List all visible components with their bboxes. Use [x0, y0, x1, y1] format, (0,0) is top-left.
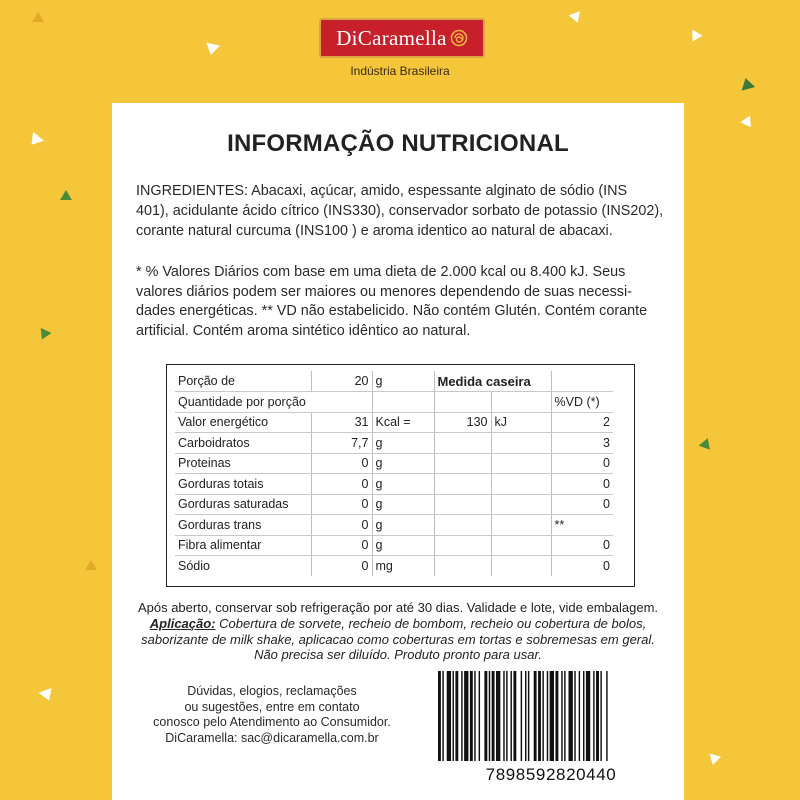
contact-email: DiCaramella: sac@dicaramella.com.br — [165, 730, 379, 745]
portion-value: 20 — [311, 371, 372, 392]
barcode-bar — [496, 671, 500, 761]
contact-line: Dúvidas, elogios, reclamações — [187, 684, 357, 698]
storage-instructions: Após aberto, conservar sob refrigeração por até 30 dias. Validade e lote, vide embalagem. — [137, 600, 659, 615]
decor-triangle — [32, 12, 44, 22]
nutrient-unit: g — [372, 474, 434, 495]
nutrient-value: 31 — [311, 412, 372, 433]
barcode-bar — [506, 671, 507, 761]
ingredients-line: 401), acidulante ácido cítrico (INS330), conservador sorbato de potassio (INS202), — [136, 203, 664, 219]
customer-service-contact — [132, 684, 412, 746]
application-label: Aplicação: — [149, 616, 216, 631]
table-row — [175, 494, 613, 515]
decor-triangle — [569, 11, 584, 25]
table-row — [175, 453, 613, 474]
nutrition-label-panel — [112, 103, 684, 800]
medida-caseira-header: Medida caseira — [434, 371, 551, 392]
nutrient-name: Gorduras trans — [175, 515, 311, 536]
nutrient-value: 0 — [311, 515, 372, 536]
nutrient-value: 7,7 — [311, 433, 372, 454]
nutrient-name: Valor energético — [175, 412, 311, 433]
barcode-bar — [569, 671, 573, 761]
table-row — [175, 371, 613, 392]
vd-header: %VD (*) — [551, 392, 613, 413]
table-row — [175, 433, 613, 454]
brand-subtitle: Indústria Brasileira — [350, 64, 450, 78]
barcode-bar — [525, 671, 526, 761]
footnote-line: artificial. Contém aroma sintético idêntico ao natural. — [136, 322, 471, 339]
nutrient-unit: g — [372, 433, 434, 454]
brand-logo — [319, 18, 485, 58]
nutrient-vd: 3 — [551, 433, 613, 454]
decor-triangle — [85, 560, 97, 570]
table-row — [175, 515, 613, 536]
barcode-bar — [538, 671, 541, 761]
nutrition-table — [166, 364, 635, 587]
barcode-bar — [528, 671, 529, 761]
nutrient-name: Proteinas — [175, 453, 311, 474]
barcode-bar — [574, 671, 575, 761]
nutrient-name: Gorduras saturadas — [175, 494, 311, 515]
barcode-bar — [606, 671, 607, 761]
footnote-line: dades energéticas. ** VD não estabelicido. Não contém Glutén. Contém corante — [136, 303, 648, 319]
barcode — [430, 665, 672, 793]
barcode-bar — [503, 671, 504, 761]
ingredients-text — [136, 181, 676, 241]
barcode-bar — [489, 671, 490, 761]
nutrient-name: Gorduras totais — [175, 474, 311, 495]
decor-triangle — [740, 115, 756, 130]
barcode-bar — [596, 671, 599, 761]
nutrient-name: Carboidratos — [175, 433, 311, 454]
barcode-bar — [583, 671, 584, 761]
nutrient-value: 0 — [311, 453, 372, 474]
barcode-bar — [455, 671, 458, 761]
decor-triangle — [26, 132, 44, 149]
table-row — [175, 474, 613, 495]
barcode-bar — [479, 671, 480, 761]
nutrient-unit: Kcal = — [372, 412, 434, 433]
barcode-bar — [442, 671, 443, 761]
barcode-bar — [447, 671, 451, 761]
decor-triangle — [36, 328, 51, 342]
barcode-bar — [550, 671, 554, 761]
nutrient-name: Sódio — [175, 556, 311, 577]
nutrient-vd: 0 — [551, 535, 613, 556]
nutrient-vd: 0 — [551, 494, 613, 515]
contact-line: ou sugestões, entre em contato — [184, 699, 360, 714]
portion-label: Porção de — [175, 371, 311, 392]
contact-line: conosco pelo Atendimento ao Consumidor. — [153, 715, 391, 729]
nutrient-value-kj: 130 — [434, 412, 491, 433]
barcode-bar — [438, 671, 441, 761]
barcode-bar — [470, 671, 473, 761]
barcode-bar — [564, 671, 565, 761]
nutrient-unit: g — [372, 515, 434, 536]
barcode-bar — [547, 671, 548, 761]
table-row — [175, 535, 613, 556]
nutrient-unit: g — [372, 494, 434, 515]
nutrient-name: Fibra alimentar — [175, 535, 311, 556]
nutrient-unit-kj: kJ — [491, 412, 551, 433]
barcode-bar — [579, 671, 580, 761]
page-title: INFORMAÇÃO NUTRICIONAL — [227, 130, 569, 157]
barcode-bar — [461, 671, 462, 761]
decor-triangle — [60, 190, 72, 200]
barcode-bar — [521, 671, 522, 761]
table-row — [175, 556, 613, 577]
barcode-bar — [513, 671, 516, 761]
application-line: saborizante de milk shake, aplicacao como coberturas em tortas e sobremesas em geral. — [141, 631, 655, 647]
nutrient-vd: 0 — [551, 474, 613, 495]
ingredients-line: corante natural curcuma (INS100 ) e aroma identico ao natural de abacaxi. — [136, 223, 613, 239]
decor-triangle — [699, 436, 714, 450]
table-row — [175, 392, 613, 413]
barcode-bar — [492, 671, 495, 761]
portion-unit: g — [372, 371, 434, 392]
decor-triangle — [739, 76, 755, 90]
nutrient-value: 0 — [311, 474, 372, 495]
decor-triangle — [204, 43, 220, 57]
application-line: Não precisa ser diluído. Produto pronto para usar. — [254, 647, 542, 662]
barcode-bar — [555, 671, 558, 761]
barcode-bar — [561, 671, 562, 761]
daily-values-footnote — [136, 263, 676, 341]
swirl-icon — [450, 29, 468, 47]
nutrient-unit: g — [372, 453, 434, 474]
nutrient-vd: ** — [551, 515, 613, 536]
barcode-bar — [593, 671, 594, 761]
barcode-bar — [511, 671, 512, 761]
barcode-bar — [534, 671, 537, 761]
barcode-bar — [464, 671, 468, 761]
decor-triangle — [687, 30, 702, 45]
barcode-bar — [542, 671, 543, 761]
barcode-bar — [586, 671, 590, 761]
nutrient-unit: g — [372, 535, 434, 556]
nutrient-vd: 0 — [551, 453, 613, 474]
table-row — [175, 412, 613, 433]
brand-logo-text: DiCaramella — [336, 25, 447, 50]
nutrient-value: 0 — [311, 494, 372, 515]
barcode-bars — [430, 665, 672, 765]
footnote-line: * % Valores Diários com base em uma dieta de 2.000 kcal ou 8.400 kJ. Seus — [136, 264, 626, 280]
barcode-number: 7898592820440 — [485, 765, 617, 784]
nutrient-value: 0 — [311, 535, 372, 556]
nutrient-vd: 2 — [551, 412, 613, 433]
application-text — [112, 616, 684, 663]
quantidade-header: Quantidade por porção — [175, 392, 372, 413]
decor-triangle — [39, 688, 56, 703]
application-line: Cobertura de sorvete, recheio de bombom, recheio ou cobertura de bolos, — [215, 616, 647, 631]
decor-triangle — [707, 754, 721, 767]
nutrient-unit: mg — [372, 556, 434, 577]
barcode-bar — [474, 671, 475, 761]
nutrient-vd: 0 — [603, 559, 610, 573]
barcode-bar — [484, 671, 487, 761]
barcode-bar — [453, 671, 454, 761]
nutrient-value: 0 — [311, 556, 372, 577]
barcode-bar — [600, 671, 601, 761]
ingredients-line: INGREDIENTES: Abacaxi, açúcar, amido, espessante alginato de sódio (INS — [136, 183, 628, 199]
footnote-line: valores diários podem ser maiores ou menores dependendo de suas necessi- — [136, 283, 632, 300]
